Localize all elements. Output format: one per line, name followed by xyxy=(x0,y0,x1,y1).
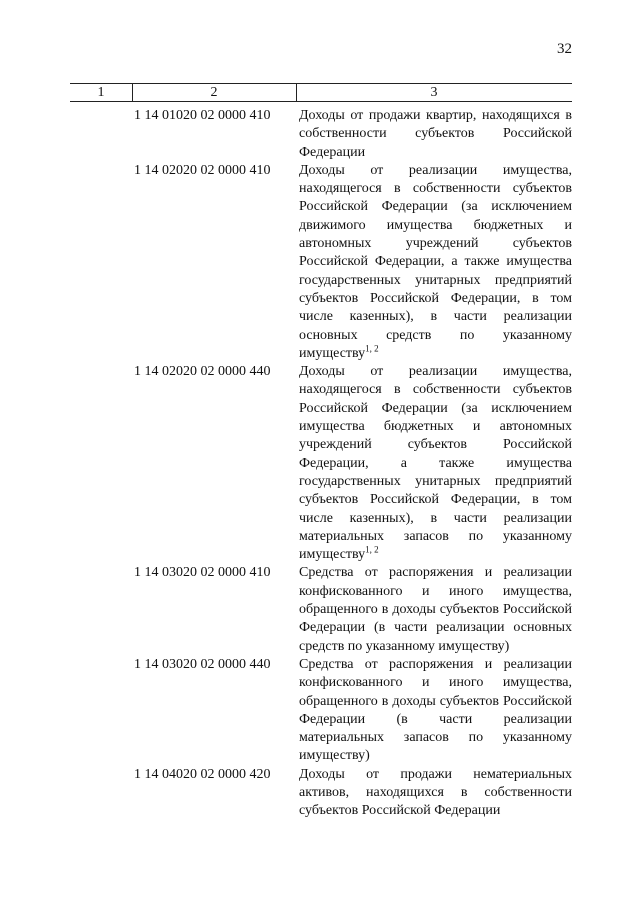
description-text: Доходы от реализации имущества, находящегося в собственности субъектов Российской Федерации (за исключением имущества бюджетных и автономных учреждений субъектов Российской Федерации, а также имущества государственных унитарных предприятий субъектов Российской Федерации, в том числе казенных), в части реализации материальных запасов по указанному имуществу xyxy=(299,364,572,563)
revenue-description xyxy=(299,363,572,564)
footnote-ref: 1, 2 xyxy=(365,544,379,555)
revenue-code: 1 14 03020 02 0000 440 xyxy=(134,656,271,672)
revenue-code: 1 14 04020 02 0000 420 xyxy=(134,766,271,782)
table-row xyxy=(70,107,572,162)
table-header xyxy=(70,83,572,102)
header-col-1: 1 xyxy=(70,84,133,101)
table-row xyxy=(70,564,572,655)
revenue-code: 1 14 02020 02 0000 440 xyxy=(134,364,271,380)
table-row xyxy=(70,162,572,363)
description-text: Средства от распоряжения и реализации конфискованного и иного имущества, обращенного в доходы субъектов Российской Федерации (в части реализации основных средств по указанному имуществу) xyxy=(299,565,572,654)
description-text: Доходы от реализации имущества, находящегося в собственности субъектов Российской Федерации (за исключением движимого имущества бюджетных и автономных учреждений субъектов Российской Федерации, а также имущества государственных унитарных предприятий субъектов Российской Федерации, в том числе казенных), в части реализации основных средств по указанному имуществу xyxy=(299,162,572,361)
footnote-ref: 1, 2 xyxy=(365,343,379,354)
revenue-description xyxy=(299,162,572,363)
revenue-code: 1 14 02020 02 0000 410 xyxy=(134,162,271,178)
table-row xyxy=(70,656,572,766)
header-col-2: 2 xyxy=(132,84,297,101)
table-body xyxy=(70,107,572,821)
description-text: Средства от распоряжения и реализации конфискованного и иного имущества, обращенного в доходы субъектов Российской Федерации (в части реализации материальных запасов по указанному имуществу) xyxy=(299,656,572,764)
description-text: Доходы от продажи квартир, находящихся в собственности субъектов Российской Федерации xyxy=(299,108,572,160)
table-row xyxy=(70,363,572,564)
revenue-code: 1 14 03020 02 0000 410 xyxy=(134,565,271,581)
description-text: Доходы от продажи нематериальных активов, находящихся в собственности субъектов Российской Федерации xyxy=(299,766,572,819)
revenue-code: 1 14 01020 02 0000 410 xyxy=(134,108,271,123)
table-row xyxy=(70,766,572,821)
header-col-3: 3 xyxy=(430,85,438,100)
page-number: 32 xyxy=(557,41,572,57)
